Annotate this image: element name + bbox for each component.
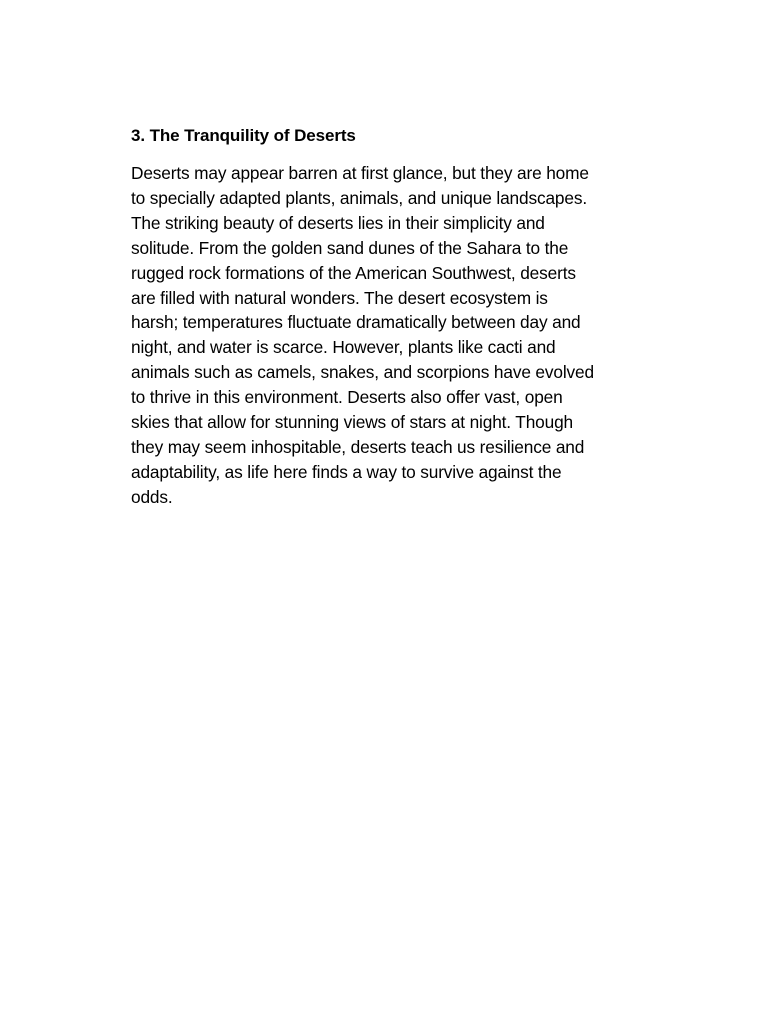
paragraph-line: The striking beauty of deserts lies in their simplicity and [131, 212, 545, 233]
paragraph-line: to thrive in this environment. Deserts also offer vast, open [131, 387, 563, 408]
paragraph-line: harsh; temperatures fluctuate dramatically between day and [131, 312, 581, 333]
paragraph-line: skies that allow for stunning views of stars at night. Though [131, 412, 574, 433]
paragraph-line: animals such as camels, snakes, and scorpions have evolved [131, 362, 594, 383]
paragraph-line: rugged rock formations of the American Southwest, deserts [131, 262, 576, 283]
paragraph-line: are filled with natural wonders. The desert ecosystem is [131, 287, 548, 308]
paragraph-line: solitude. From the golden sand dunes of the Sahara to the [131, 237, 569, 258]
paragraph-line: Deserts may appear barren at first glance, but they are home [131, 163, 589, 183]
section-heading: 3. The Tranquility of Deserts [131, 126, 356, 145]
paragraph-line: to specially adapted plants, animals, and unique landscapes. [131, 187, 587, 208]
document-content [131, 124, 637, 510]
paragraph-line: they may seem inhospitable, deserts teach us resilience and [131, 436, 585, 457]
paragraph-line: adaptability, as life here finds a way to survive against the [131, 461, 562, 482]
section-paragraph [131, 161, 637, 510]
paragraph-line: odds. [131, 486, 173, 507]
paragraph-line: night, and water is scarce. However, plants like cacti and [131, 337, 556, 358]
